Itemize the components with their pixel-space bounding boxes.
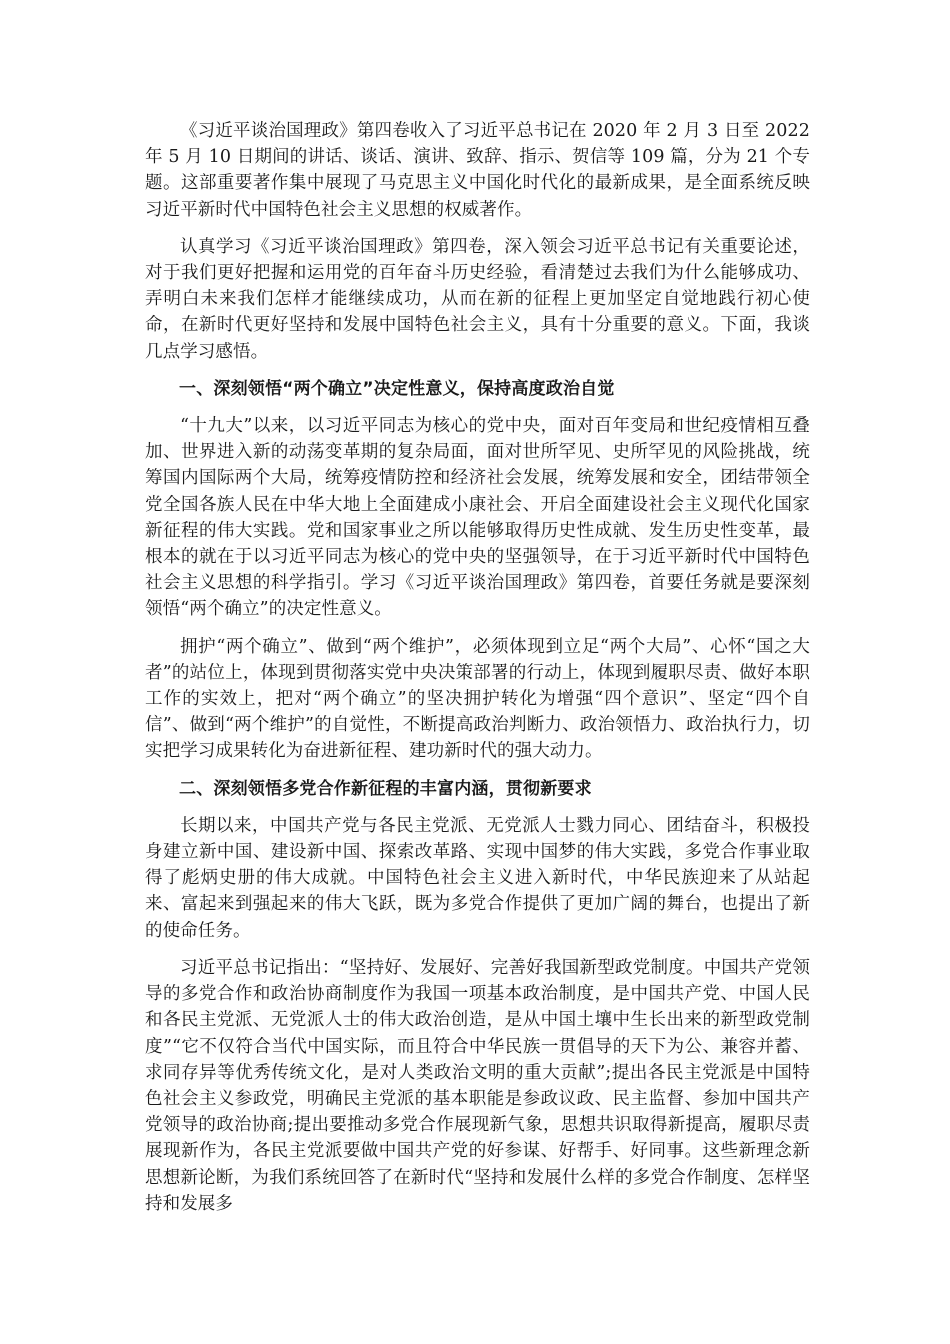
paragraph-significance: 认真学习《习近平谈治国理政》第四卷，深入领会习近平总书记有关重要论述，对于我们更好把握和运用党的百年奋斗历史经验，看清楚过去我们为什么能够成功、弄明白未来我们怎样才能继续成功，从而在新的征程上更加坚定自觉地践行初心使命，在新时代更好坚持和发展中国特色社会主义，具有十分重要的意义。下面，我谈几点学习感悟。	[145, 236, 810, 362]
paragraph-section2-b: 习近平总书记指出：“坚持好、发展好、完善好我国新型政党制度。中国共产党领导的多党合作和政治协商制度作为我国一项基本政治制度，是中国共产党、中国人民和各民主党派、无党派人士的伟大政治创造，是从中国土壤中生长出来的新型政党制度”“它不仅符合当代中国实际，而且符合中华民族一贯倡导的天下为公、兼容并蓄、求同存异等优秀传统文化，是对人类政治文明的重大贡献”;提出各民主党派是中国特色社会主义参政党，明确民主党派的基本职能是参政议政、民主监督、参加中国共产党领导的政治协商;提出要推动多党合作展现新气象，思想共识取得新提高，履职尽责展现新作为，各民主党派要做中国共产党的好参谋、好帮手、好同事。这些新理念新思想新论断，为我们系统回答了在新时代“坚持和发展什么样的多党合作制度、怎样坚持和发展多	[145, 957, 810, 1214]
paragraph-section2-a: 长期以来，中国共产党与各民主党派、无党派人士戮力同心、团结奋斗，积极投身建立新中国、建设新中国、探索改革路、实现中国梦的伟大实践，多党合作事业取得了彪炳史册的伟大成就。中国特色社会主义进入新时代，中华民族迎来了从站起来、富起来到强起来的伟大飞跃，既为多党合作提供了更加广阔的舞台，也提出了新的使命任务。	[145, 815, 810, 941]
document-page	[145, 118, 810, 1228]
paragraph-intro: 《习近平谈治国理政》第四卷收入了习近平总书记在 2020 年 2 月 3 日至 2022 年 5 月 10 日期间的讲话、谈话、演讲、致辞、指示、贺信等 109 篇，分为 21 个专题。这部重要著作集中展现了马克思主义中国化时代化的最新成果，是全面系统反映习近平新时代中国特色社会主义思想的权威著作。	[145, 121, 810, 220]
section-heading-2: 二、深刻领悟多党合作新征程的丰富内涵，贯彻新要求	[179, 778, 592, 799]
paragraph-section1-b: 拥护“两个确立”、做到“两个维护”，必须体现到立足“两个大局”、心怀“国之大者”的站位上，体现到贯彻落实党中央决策部署的行动上，体现到履职尽责、做好本职工作的实效上，把对“两个确立”的坚决拥护转化为增强“四个意识”、坚定“四个自信”、做到“两个维护”的自觉性，不断提高政治判断力、政治领悟力、政治执行力，切实把学习成果转化为奋进新征程、建功新时代的强大动力。	[145, 636, 810, 762]
section-heading-1: 一、深刻领悟“两个确立”决定性意义，保持高度政治自觉	[179, 378, 615, 399]
paragraph-section1-a: “十九大”以来，以习近平同志为核心的党中央，面对百年变局和世纪疫情相互叠加、世界进入新的动荡变革期的复杂局面，面对世所罕见、史所罕见的风险挑战，统筹国内国际两个大局，统筹疫情防控和经济社会发展，统筹发展和安全，团结带领全党全国各族人民在中华大地上全面建成小康社会、开启全面建设社会主义现代化国家新征程的伟大实践。党和国家事业之所以能够取得历史性成就、发生历史性变革，最根本的就在于以习近平同志为核心的党中央的坚强领导，在于习近平新时代中国特色社会主义思想的科学指引。学习《习近平谈治国理政》第四卷，首要任务就是要深刻领悟“两个确立”的决定性意义。	[145, 416, 810, 620]
